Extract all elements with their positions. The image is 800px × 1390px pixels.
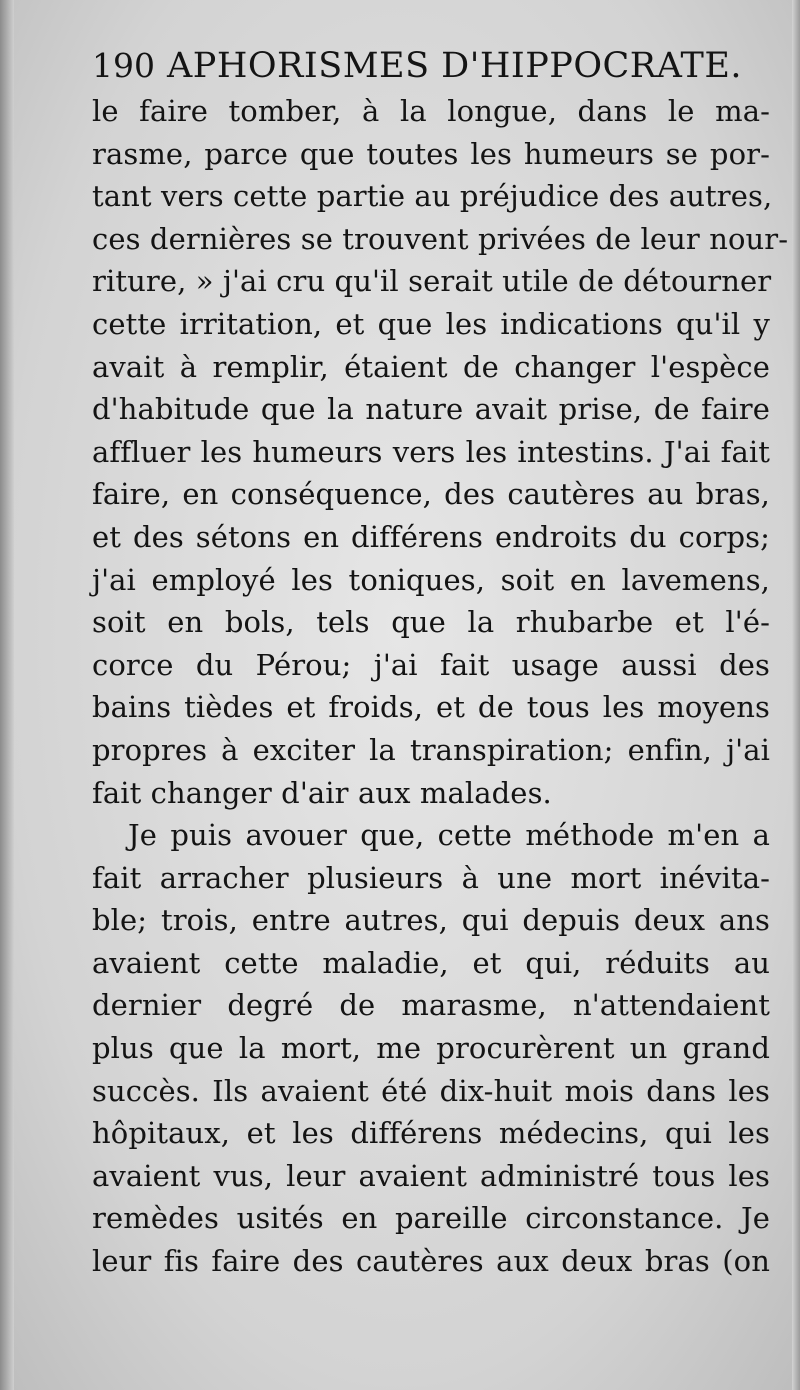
page-gutter-shadow <box>0 0 14 1390</box>
text-line: avait à remplir, étaient de changer l'espèce <box>92 349 770 384</box>
text-line: cette irritation, et que les indications qu'il y <box>92 306 770 341</box>
body-text <box>92 90 789 1283</box>
text-line: avaient vus, leur avaient administré tous les <box>92 1158 770 1193</box>
text-line: succès. Ils avaient été dix-huit mois dans les <box>92 1073 770 1108</box>
text-line: soit en bols, tels que la rhubarbe et l'é- <box>92 605 770 640</box>
paragraph-end-line: fait changer d'air aux malades. <box>92 775 552 810</box>
text-line: et des sétons en différens endroits du corps; <box>92 519 770 554</box>
text-line: avaient cette maladie, et qui, réduits au <box>92 945 770 980</box>
text-line: j'ai employé les toniques, soit en lavemens, <box>92 562 770 597</box>
paragraph-start-line: Je puis avouer que, cette méthode m'en a <box>128 818 770 853</box>
text-line: propres à exciter la transpiration; enfin, j'ai <box>92 732 770 767</box>
text-line: faire, en conséquence, des cautères au bras, <box>92 477 770 512</box>
text-line: riture, » j'ai cru qu'il serait utile de détourner <box>92 264 772 299</box>
page-number: 190 <box>92 46 155 85</box>
text-line: tant vers cette partie au préjudice des autres, <box>92 179 773 214</box>
text-line: corce du Pérou; j'ai fait usage aussi des <box>92 647 770 682</box>
text-line: le faire tomber, à la longue, dans le ma- <box>92 94 770 128</box>
text-line: fait arracher plusieurs à une mort inévita- <box>92 860 770 895</box>
text-line: bains tièdes et froids, et de tous les moyens <box>92 690 770 725</box>
text-line: remèdes usités en pareille circonstance. Je <box>92 1201 770 1236</box>
text-line: hôpitaux, et les différens médecins, qui les <box>92 1116 770 1151</box>
text-line: rasme, parce que toutes les humeurs se por- <box>92 136 770 171</box>
text-line: dernier degré de marasme, n'attendaient <box>92 988 770 1023</box>
text-line: plus que la mort, me procurèrent un grand <box>92 1031 770 1066</box>
text-line: affluer les humeurs vers les intestins. J'ai fait <box>92 434 770 469</box>
text-line: d'habitude que la nature avait prise, de faire <box>92 392 770 427</box>
running-title: APHORISMES D'HIPPOCRATE. <box>167 46 743 86</box>
text-line: leur fis faire des cautères aux deux bras (on <box>92 1244 770 1279</box>
text-line: ces dernières se trouvent privées de leur nour- <box>92 221 789 256</box>
page-edge-shadow <box>792 0 800 1390</box>
page-header <box>92 38 772 94</box>
text-line: ble; trois, entre autres, qui depuis deux ans <box>92 903 770 938</box>
